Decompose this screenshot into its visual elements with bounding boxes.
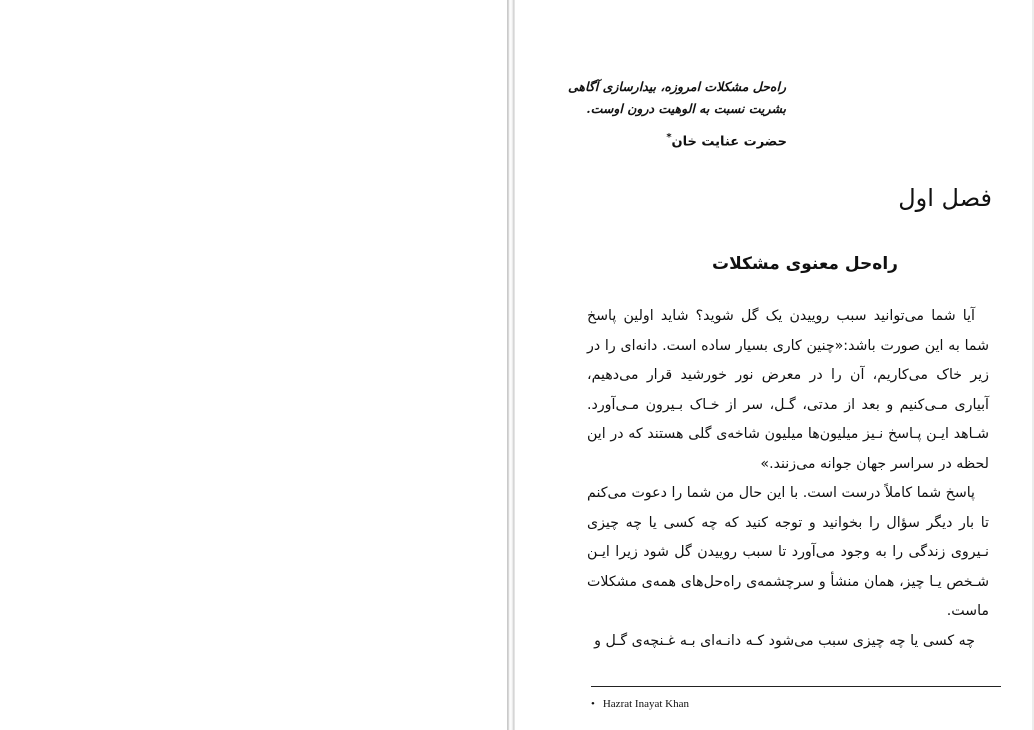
footnote [591, 698, 689, 710]
body-paragraph-1: آیا شما می‌توانید سبب روییدن یک گل شوید؟ شاید اولین پاسخ شما به این صورت باشد:«چنین کاری بسیار ساده است. دانه‌ای را در زیر خاک می‌کاریم، آن را در معرض نور خورشید قرار می‌دهیم، آبیاری مـی‌کنیم و بعد از مدتی، گـل، سر از خـاک بـیرون مـی‌آورد. شـاهد ایـن پـاسخ نـیز میلیون‌ها میلیون شاخه‌ی گلی هستند که در این لحظه در سراسر جهان جوانه می‌زنند.» [587, 308, 989, 472]
footnote-marker: * [666, 132, 672, 143]
section-title: راه‌حل معنوی مشکلات [712, 254, 898, 274]
epigraph-quote [556, 76, 786, 120]
blank-left-page [0, 0, 507, 730]
footnote-divider [591, 686, 1001, 687]
epigraph-author-name: حضرت عنایت خان [671, 134, 787, 150]
epigraph-author [666, 132, 787, 149]
epigraph-line-2: بشریت نسبت به الوهیت درون اوست. [586, 101, 786, 116]
right-page [515, 0, 1034, 730]
body-text [587, 302, 989, 656]
epigraph-line-1: راه‌حل مشکلات امروزه، بیدارسازی آگاهی [567, 79, 786, 94]
chapter-title: فصل اول [898, 184, 992, 212]
footnote-text: Hazrat Inayat Khan [602, 698, 689, 710]
footnote-bullet: • [591, 698, 595, 710]
body-paragraph-3: چه کسی یا چه چیزی سبب می‌شود کـه دانـه‌ای بـه غـنچه‌ی گـل و [594, 632, 975, 649]
body-paragraph-2: پاسخ شما کاملاً درست است. با این حال من شما را دعوت می‌کنم تا بار دیگر سؤال را بخوانید و توجه کنید که چه کسی یا چه چیزی نـیروی زندگی را به وجود می‌آورد تا سبب روییدن گل شود زیرا ایـن شـخص یـا چیز، همان منشأ و سرچشمه‌ی راه‌حل‌های همه‌ی مشکلات ماست. [587, 485, 989, 619]
book-gutter [507, 0, 515, 730]
